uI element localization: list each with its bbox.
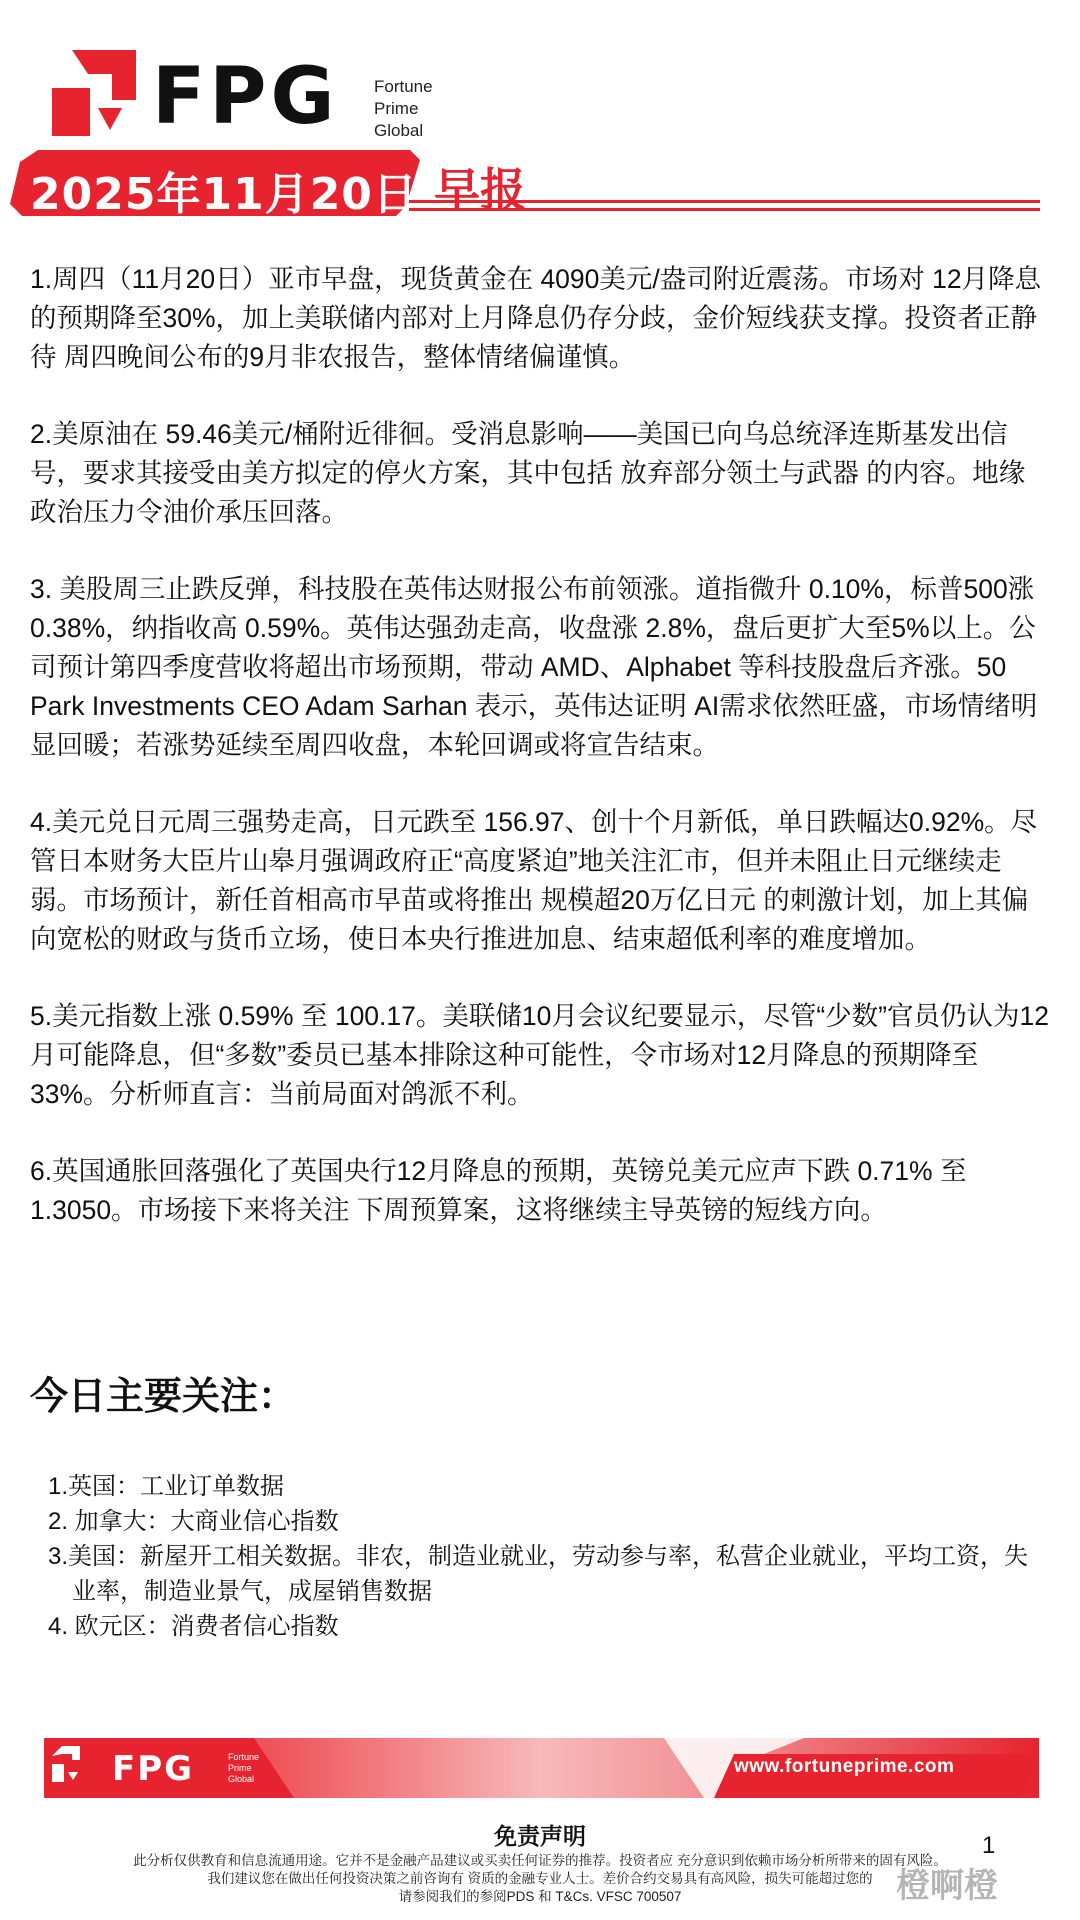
disclaimer-line: 此分析仅供教育和信息流通用途。它并不是金融产品建议或买卖任何证券的推荐。投资者应 充分意识到依赖市场分析所带来的固有风险。 — [133, 1853, 947, 1868]
focus-item: 4. 欧元区：消费者信心指数 — [48, 1613, 339, 1640]
footer-banner — [44, 1738, 1039, 1798]
logo-letters: FPG — [152, 52, 339, 142]
watermark: 橙啊橙 — [896, 1867, 998, 1905]
news-list — [30, 260, 1050, 1268]
disclaimer-title: 免责声明 — [494, 1823, 586, 1849]
news-item: 6.英国通胀回落强化了英国央行12月降息的预期，英镑兑美元应声下跌 0.71% 至 1.3050。市场接下来将关注 下周预算案，这将继续主导英镑的短线方向。 — [30, 1156, 967, 1225]
tagline-line: Fortune — [374, 77, 433, 96]
logo-tagline — [374, 76, 433, 142]
tagline-line: Global — [374, 121, 424, 140]
news-item: 1.周四（11月20日）亚市早盘，现货黄金在 4090美元/盎司附近震荡。市场对 12月降息的预期降至30%，加上美联储内部对上月降息仍存分歧，金价短线获支撑。投资者正静待 周四晚间公布的9月非农报告，整体情绪偏谨慎。 — [30, 264, 1042, 372]
focus-item: 2. 加拿大：大商业信心指数 — [48, 1508, 339, 1535]
footer-logo-tagline — [228, 1752, 259, 1785]
tagline-line: Fortune — [228, 1752, 260, 1762]
news-item: 2.美原油在 59.46美元/桶附近徘徊。受消息影响——美国已向乌总统泽连斯基发出信号，要求其接受由美方拟定的停火方案，其中包括 放弃部分领土与武器 的内容。地缘政治压力令油价承压回落。 — [30, 419, 1026, 527]
report-date: 2025年11月20日 — [30, 169, 418, 220]
news-item: 4.美元兑日元周三强势走高，日元跌至 156.97、创十个月新低，单日跌幅达0.92%。尽管日本财务大臣片山皋月强调政府正“高度紧迫”地关注汇市，但并未阻止日元继续走弱。市场预计，新任首相高市早苗或将推出 规模超20万亿日元 的刺激计划，加上其偏向宽松的财政与货币立场，使日本央行推进加息、结束超低利率的难度增加。 — [30, 807, 1038, 954]
disclaimer-line: 我们建议您在做出任何投资决策之前咨询有 资质的金融专业人士。差价合约交易具有高风险，损失可能超过您的 — [207, 1871, 873, 1886]
news-item: 5.美元指数上涨 0.59% 至 100.17。美联储10月会议纪要显示，尽管“少数”官员仍认为12月可能降息，但“多数”委员已基本排除这种可能性，令市场对12月降息的预期降至 33%。分析师直言：当前局面对鸽派不利。 — [30, 1001, 1049, 1109]
disclaimer-text — [40, 1852, 1040, 1906]
focus-item: 3.美国：新屋开工相关数据。非农，制造业就业，劳动参与率，私营企业就业，平均工资，失业率，制造业景气，成屋销售数据 — [48, 1543, 1029, 1605]
disclaimer-line: 请参阅我们的参阅PDS 和 T&Cs. VFSC 700507 — [398, 1889, 682, 1904]
page-number: 1 — [982, 1832, 996, 1859]
date-banner — [10, 150, 1040, 220]
tagline-line: Global — [228, 1774, 255, 1784]
tagline-line: Prime — [228, 1763, 252, 1773]
fpg-logo — [52, 50, 472, 140]
fpg-logo-mark-icon — [52, 50, 136, 136]
website-link[interactable]: www.fortuneprime.com — [734, 1756, 955, 1777]
focus-section-title: 今日主要关注： — [30, 1374, 297, 1418]
tagline-line: Prime — [374, 99, 419, 118]
focus-list — [48, 1469, 1048, 1644]
report-type-title: 早报 — [434, 163, 526, 217]
news-item: 3. 美股周三止跌反弹，科技股在英伟达财报公布前领涨。道指微升 0.10%，标普500涨 0.38%，纳指收高 0.59%。英伟达强劲走高，收盘涨 2.8%，盘后更扩大至5%以上。公司预计第四季度营收将超出市场预期，带动 AMD、Alphabet 等科技股盘后齐涨。50 Park Investments CEO Adam Sarhan 表示，英伟达证明 AI需求依然旺盛，市场情绪明显回暖；若涨势延续至周四收盘，本轮回调或将宣告结束。 — [30, 574, 1038, 760]
focus-item: 1.英国：工业订单数据 — [48, 1473, 285, 1500]
footer-logo-letters: FPG — [112, 1749, 195, 1789]
